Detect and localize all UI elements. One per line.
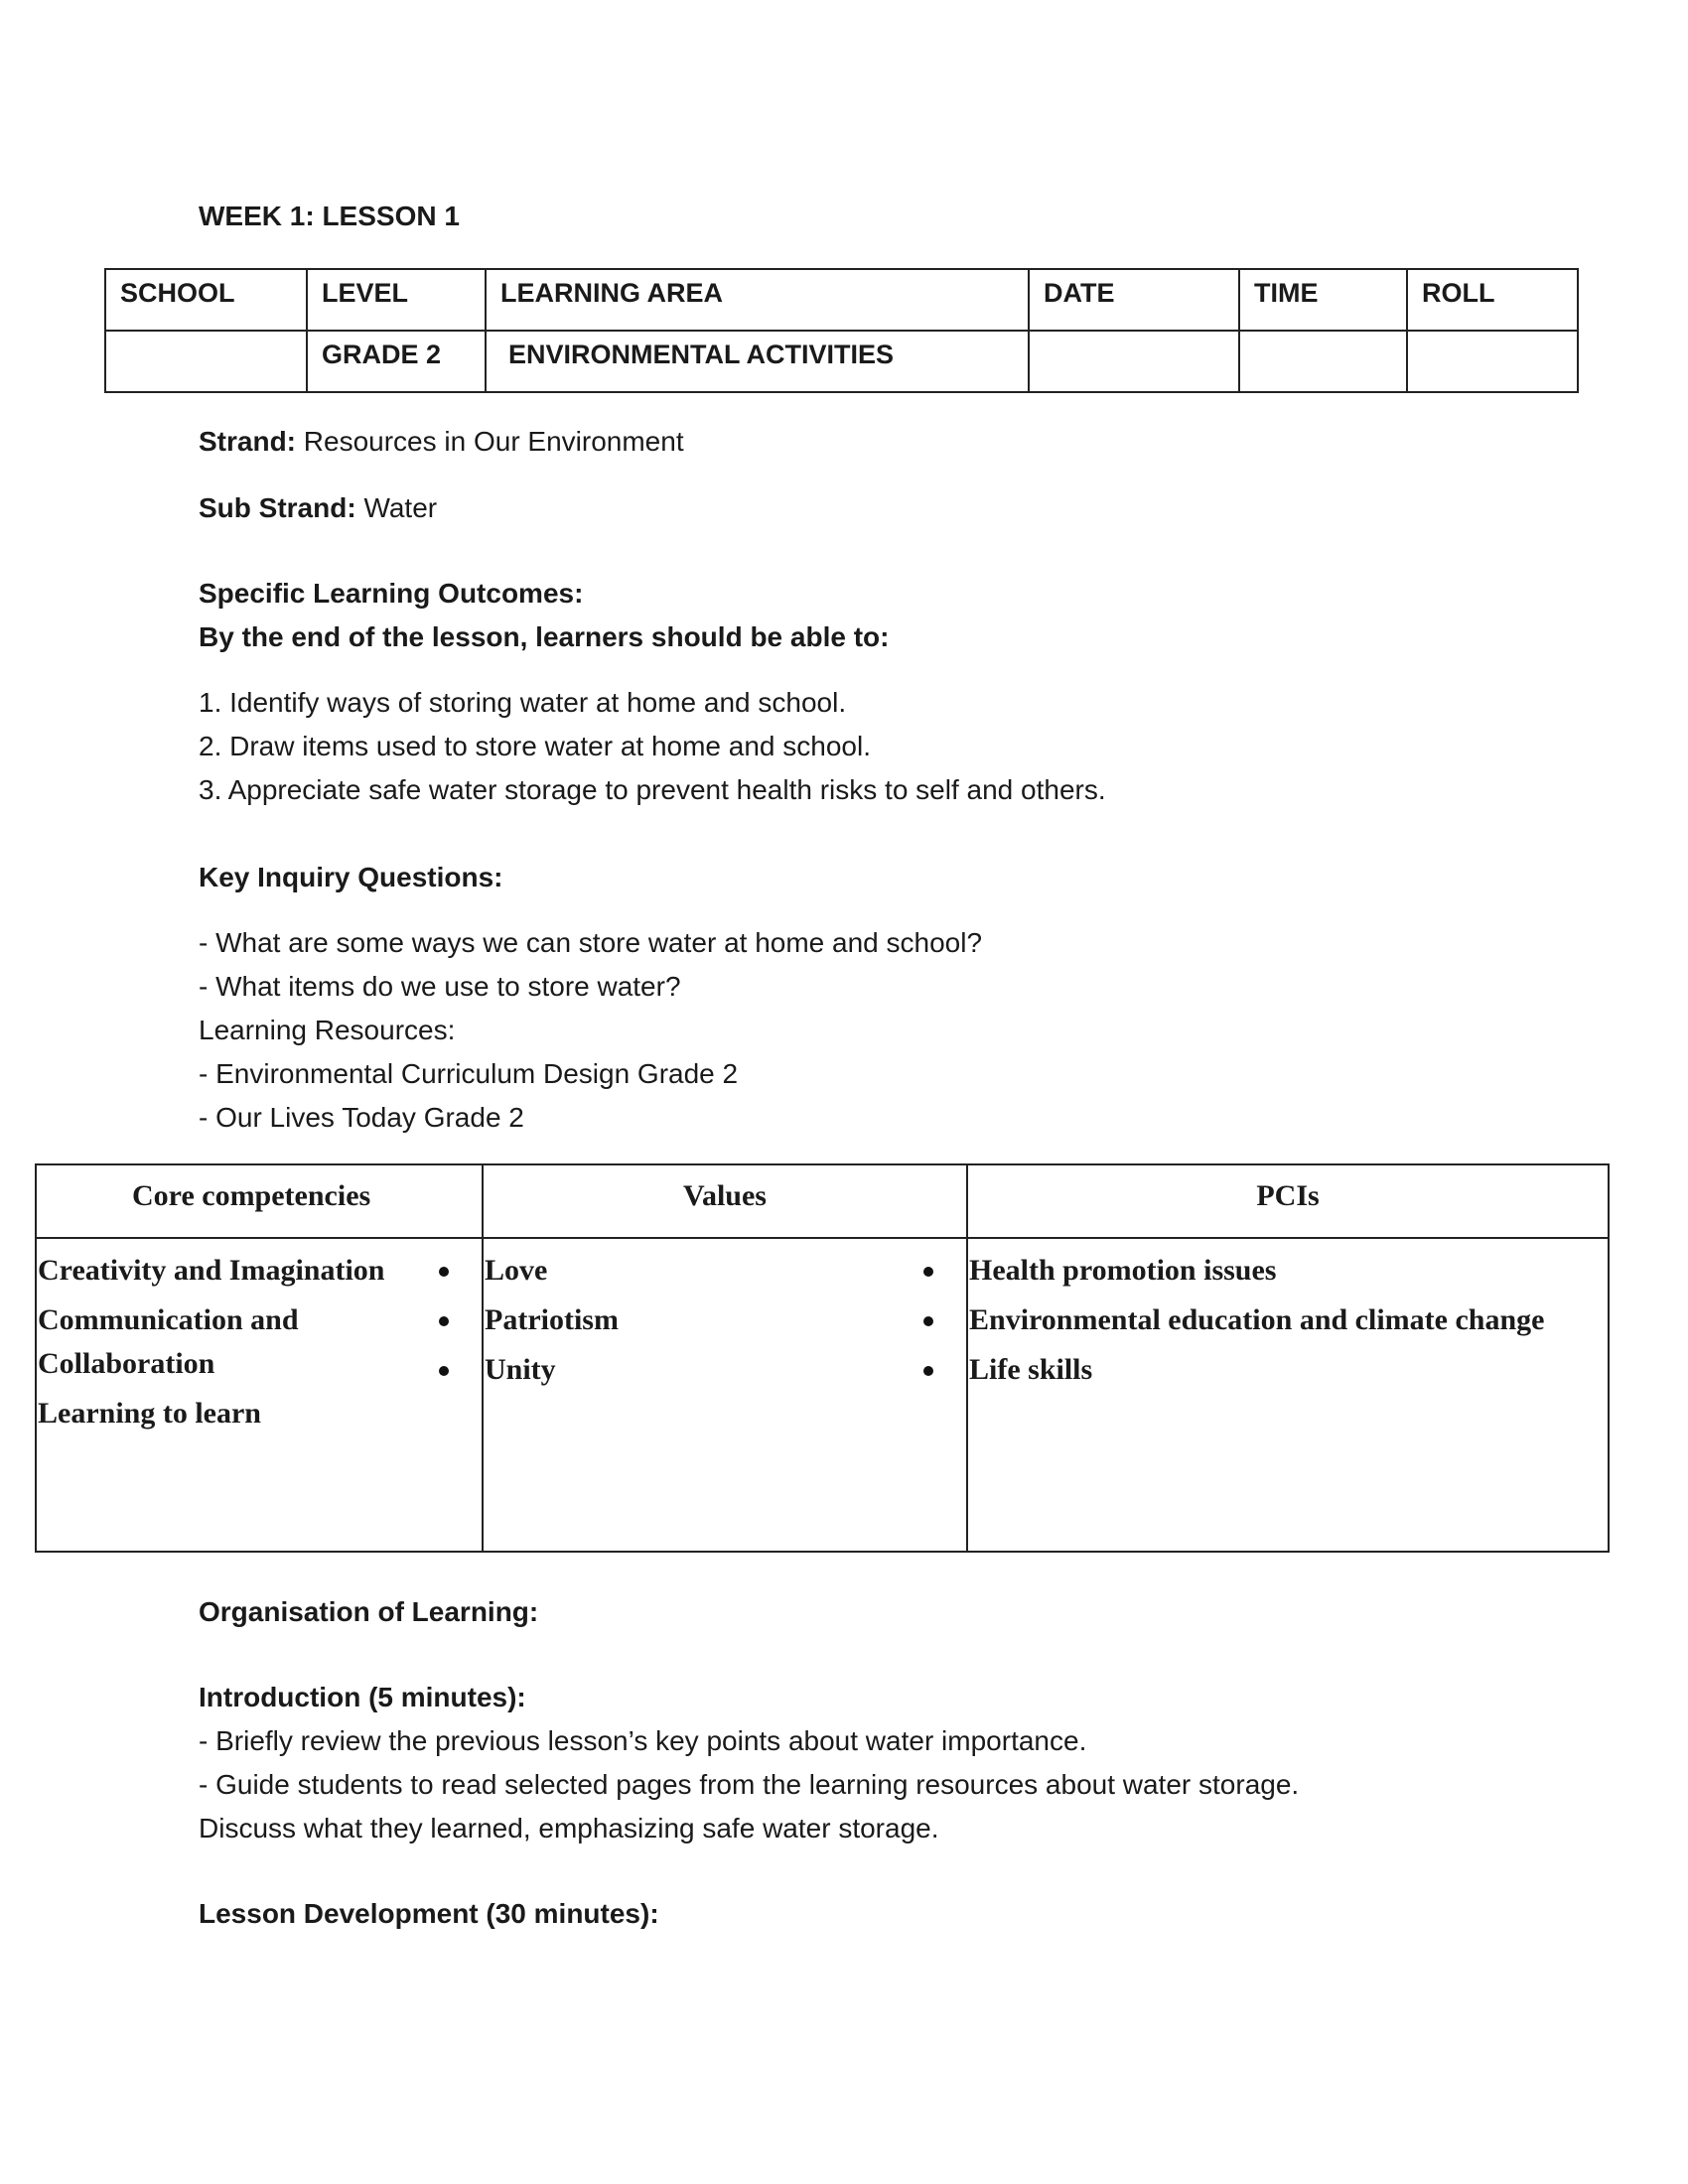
date-value [1029,331,1239,392]
pcis-list [969,1249,1607,1392]
strand-line [199,424,684,460]
lesson-info-value-row [105,331,1578,392]
core-competencies-list [38,1249,481,1435]
header-school: SCHOOL [105,269,307,331]
outcome-item: 1. Identify ways of storing water at home and school. [199,687,847,718]
week-title: WEEK 1: LESSON 1 [199,201,460,231]
list-item: Learning to learn [38,1392,481,1435]
lesson-info-header-row [105,269,1578,331]
introduction-heading: Introduction (5 minutes): [199,1682,526,1712]
competencies-table [35,1163,1610,1553]
header-learning-area: LEARNING AREA [486,269,1029,331]
learning-area-value: ENVIRONMENTAL ACTIVITIES [486,331,1029,392]
outcomes-intro: By the end of the lesson, learners should be able to: [199,621,890,652]
resource-item: - Environmental Curriculum Design Grade 2 [199,1058,739,1089]
list-item: Creativity and Imagination [38,1249,481,1293]
sub-strand-value: Water [355,492,438,523]
list-item: Love [485,1249,965,1293]
development-heading: Lesson Development (30 minutes): [199,1898,659,1929]
outcomes-heading: Specific Learning Outcomes: [199,578,584,609]
list-item: Unity [485,1348,965,1392]
time-value [1239,331,1407,392]
introduction-line: - Briefly review the previous lesson’s key points about water importance. [199,1725,1087,1756]
values-cell [483,1238,967,1552]
lesson-info-table [104,268,1579,393]
core-competencies-cell [36,1238,483,1552]
list-item: Patriotism [485,1298,965,1342]
inquiry-item: - What items do we use to store water? [199,971,681,1002]
resource-item: - Our Lives Today Grade 2 [199,1102,524,1133]
core-competencies-header: Core competencies [36,1164,483,1238]
roll-value [1407,331,1578,392]
values-list [485,1249,965,1392]
list-item: Environmental education and climate change [969,1298,1607,1342]
header-roll: ROLL [1407,269,1578,331]
list-item: Life skills [969,1348,1607,1392]
organisation-heading: Organisation of Learning: [199,1596,539,1627]
introduction-line: - Guide students to read selected pages from the learning resources about water storage. [199,1769,1300,1800]
header-time: TIME [1239,269,1407,331]
competencies-body-row [36,1238,1609,1552]
values-header: Values [483,1164,967,1238]
strand-label: Strand: [199,426,296,457]
header-level: LEVEL [307,269,486,331]
list-item: Health promotion issues [969,1249,1607,1293]
level-value: GRADE 2 [307,331,486,392]
strand-value: Resources in Our Environment [296,426,684,457]
outcome-item: 2. Draw items used to store water at home and school. [199,731,871,761]
introduction-line: Discuss what they learned, emphasizing safe water storage. [199,1813,939,1843]
inquiry-item: - What are some ways we can store water at home and school? [199,927,983,958]
sub-strand-label: Sub Strand: [199,492,356,523]
header-date: DATE [1029,269,1239,331]
resources-heading: Learning Resources: [199,1015,456,1045]
school-value [105,331,307,392]
pcis-cell [967,1238,1609,1552]
competencies-header-row [36,1164,1609,1238]
outcome-item: 3. Appreciate safe water storage to prevent health risks to self and others. [199,774,1106,805]
pcis-header: PCIs [967,1164,1609,1238]
list-item: Communication and Collaboration [38,1298,481,1386]
sub-strand-line [199,490,437,526]
inquiry-heading: Key Inquiry Questions: [199,862,503,892]
